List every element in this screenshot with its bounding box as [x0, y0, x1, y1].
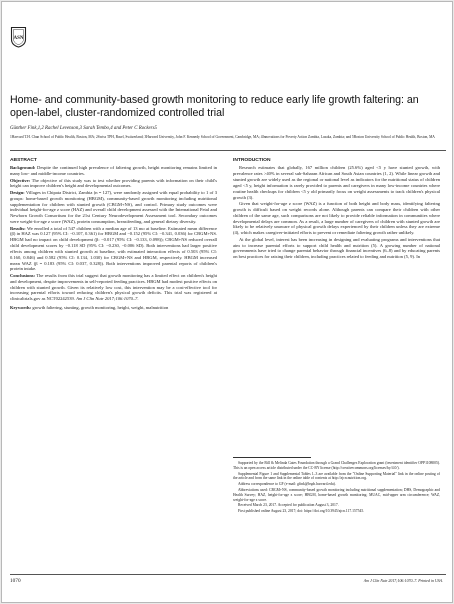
abstract-keywords	[10, 305, 217, 311]
page-number: 1070	[10, 578, 21, 584]
abstract-results	[10, 226, 217, 273]
abstract-objective	[10, 178, 217, 190]
introduction-heading: INTRODUCTION	[233, 158, 271, 163]
footnotes	[233, 461, 440, 515]
introduction-section	[233, 158, 440, 261]
abstract-background	[10, 165, 217, 177]
footnote-abbreviations: Abbreviations used: CBGM+NS, community-based growth monitoring including nutritional supplementation; DHS, Demographic and Health Survey; HAZ, height-for-age z score; HBGM, home-based growth monitoring; MUAC, mid-upper arm circumference; WAZ, weight-for-age z score.	[233, 487, 440, 502]
design-text: Villages in Chipata District, Zambia (n = 127), were randomly assigned with equal probability to 1 of 3 groups: home-based growth monitoring (HBGM), community-based growth monitoring including nutritional supplementation for children with stunted growth (CBGM+NS), and control. Primary study outcomes were individual height-for-age z score (HAZ) and overall child development assessed with the International Fetal and Newborn Growth Consortium for the 21st Century Neurodevelopment Assessment tool. Secondary outcomes were weight-for-age z score (WAZ), protein consumption, breastfeeding, and general dietary diversity.	[10, 189, 217, 225]
abstract-design	[10, 190, 217, 225]
footnote-supplemental: Supplemental Figure 1 and Supplemental Tables 1–3 are available from the "Online Supporting Material" link in the online posting of the article and from the same link in the online table of contents at http://ajcn.nutrition.org.	[233, 471, 440, 481]
article-title: Home- and community-based growth monitoring to reduce early life growth faltering: an open-label, cluster-randomized controlled trial	[10, 94, 419, 120]
journal-footer: Am J Clin Nutr 2017;106:1070–7. Printed in USA.	[363, 579, 443, 583]
asn-logo-icon	[10, 26, 27, 48]
affiliations: 1Harvard T.H. Chan School of Public Health, Boston, MA; 2Swiss TPH, Basel, Switzerland; 3Harvard University, John F. Kennedy School of Government, Cambridge, MA; 4Innovations for Poverty Action Zambia, Lusaka, Zambia; and 5Boston University School of Public Health, Boston, MA	[10, 135, 435, 139]
abstract-heading: ABSTRACT	[10, 158, 37, 163]
conclusions-label: Conclusions:	[10, 272, 36, 278]
design-label: Design:	[10, 189, 25, 195]
abstract-citation: Am J Clin Nutr 2017;106:1070–7.	[76, 296, 139, 302]
logo-text: ASN	[13, 36, 24, 41]
article-page	[1, 1, 453, 603]
footer-rule	[10, 574, 446, 575]
background-text: Despite the continued high prevalence of faltering growth, height monitoring remains limited in many low- and middle-income countries.	[10, 165, 217, 177]
footnote-funding: Supported by the Bill & Melinda Gates Foundation through a Grand Challenges Exploration grant (investment identifier OPP1108005). This is an open access article distributed under the CC-BY license (http://creativecommons.org/licenses/by/4.0/).	[233, 461, 440, 470]
background-label: Background:	[10, 165, 36, 171]
results-label: Results:	[10, 225, 26, 231]
footnote-doi: First published online August 23, 2017; doi: https://doi.org/10.3945/ajcn.117.157545.	[238, 509, 365, 514]
abstract-section	[10, 158, 217, 312]
intro-paragraph-3: At the global level, interest has been increasing in designing and evaluating programs and interventions that aim to increase parental efforts to support child health and nutrition (5). A growing number of national governments have tried to change parental behavior through financial incentives (6–8) and by educating parents on best practices for raising their children, including practices related to feeding and nutrition (5, 9). In	[233, 236, 440, 260]
intro-paragraph-1: Research estimates that globally, 167 million children (25.6%) aged <5 y have stunted growth, with prevalence rates >40% in several sub-Saharan African and South Asian countries (1, 2). While linear growth and stunted growth are widely used as the regional or national level as indicators for the nutritional status of children aged <5 y, height information is rarely provided to parents and caregivers in many low-income countries where routine health checkups for children <5 y old primarily focus on weight assessments to track children's physical growth (3).	[233, 165, 440, 200]
intro-paragraph-2: Given that weight-for-age z score (WAZ) is a function of both height and body mass, identifying faltering growth is difficult based on weight records alone. Although parents can compare their children with other children of the same age, such comparisons are not likely to provide reliable information in communities where developmental delays are common. As a result, a large number of caregivers of children with stunted growth are likely to be relatively unaware of physical growth delays experienced by their children unless they are extreme (4), which makes caregiver-initiated efforts to prevent or remediate faltering growth rather unlikely.	[233, 201, 440, 236]
objective-label: Objective:	[10, 177, 31, 183]
author-list: Günther Fink,1,2 Rachel Levenson,3 Sarah Tembo,4 and Peter C Rockers5	[10, 126, 157, 131]
objective-text: The objective of this study was to test whether providing parents with information on their child's height can improve children's height and developmental outcomes.	[10, 177, 217, 189]
footnote-received: Received March 23, 2017. Accepted for publication August 3, 2017.	[238, 503, 339, 508]
keywords-label: Keywords:	[10, 305, 32, 311]
abstract-conclusions	[10, 273, 217, 302]
footnote-correspondence: Address correspondence to GF (e-mail: gfink@hsph.harvard.edu).	[238, 482, 336, 487]
footnote-rule	[233, 457, 311, 458]
conclusions-text: The results from this trial suggest that growth monitoring has a limited effect on children's height and development, despite improvements in self-reported feeding practices. HBGM had modest positive effects on children with stunted growth. Given its relatively low cost, this intervention may be a cost-effective tool for increasing parental efforts toward reducing children's physical growth deficits. This trial was registered at clinicaltrials.gov as NCT02242539.	[10, 272, 217, 302]
header-rule	[10, 150, 446, 151]
keywords-text: growth faltering, stunting, growth monitoring, height, weight, malnutrition	[32, 305, 169, 311]
results-text: We enrolled a total of 547 children with a median age of 13 mo at baseline. Estimated mean difference (β) in HAZ was 0.127 (95% CI: −0.107, 0.361) for HBGM and −0.152 (95% CI: −0.341, 0.036) for CBGM+NS. HBGM had no impact on child development (β: −0.017 (95% CI: −0.133, 0.098)); CBGM+NS reduced overall child development scores by −0.118 SD (95% CI: −0.230, −0.006 SD). Both interventions had larger positive effects among children with stunted growth at baseline, with estimated interaction effects of 0.503 (95% CI: 0.160, 0.846) and 0.582 (95% CI: 0.134, 1.030) for CBGM+NS and HBGM, respectively. HBGM increased mean WAZ (β = 0.183 (95% CI: 0.037, 0.328)). Both interventions improved parental reports of children's protein intake.	[10, 225, 217, 272]
